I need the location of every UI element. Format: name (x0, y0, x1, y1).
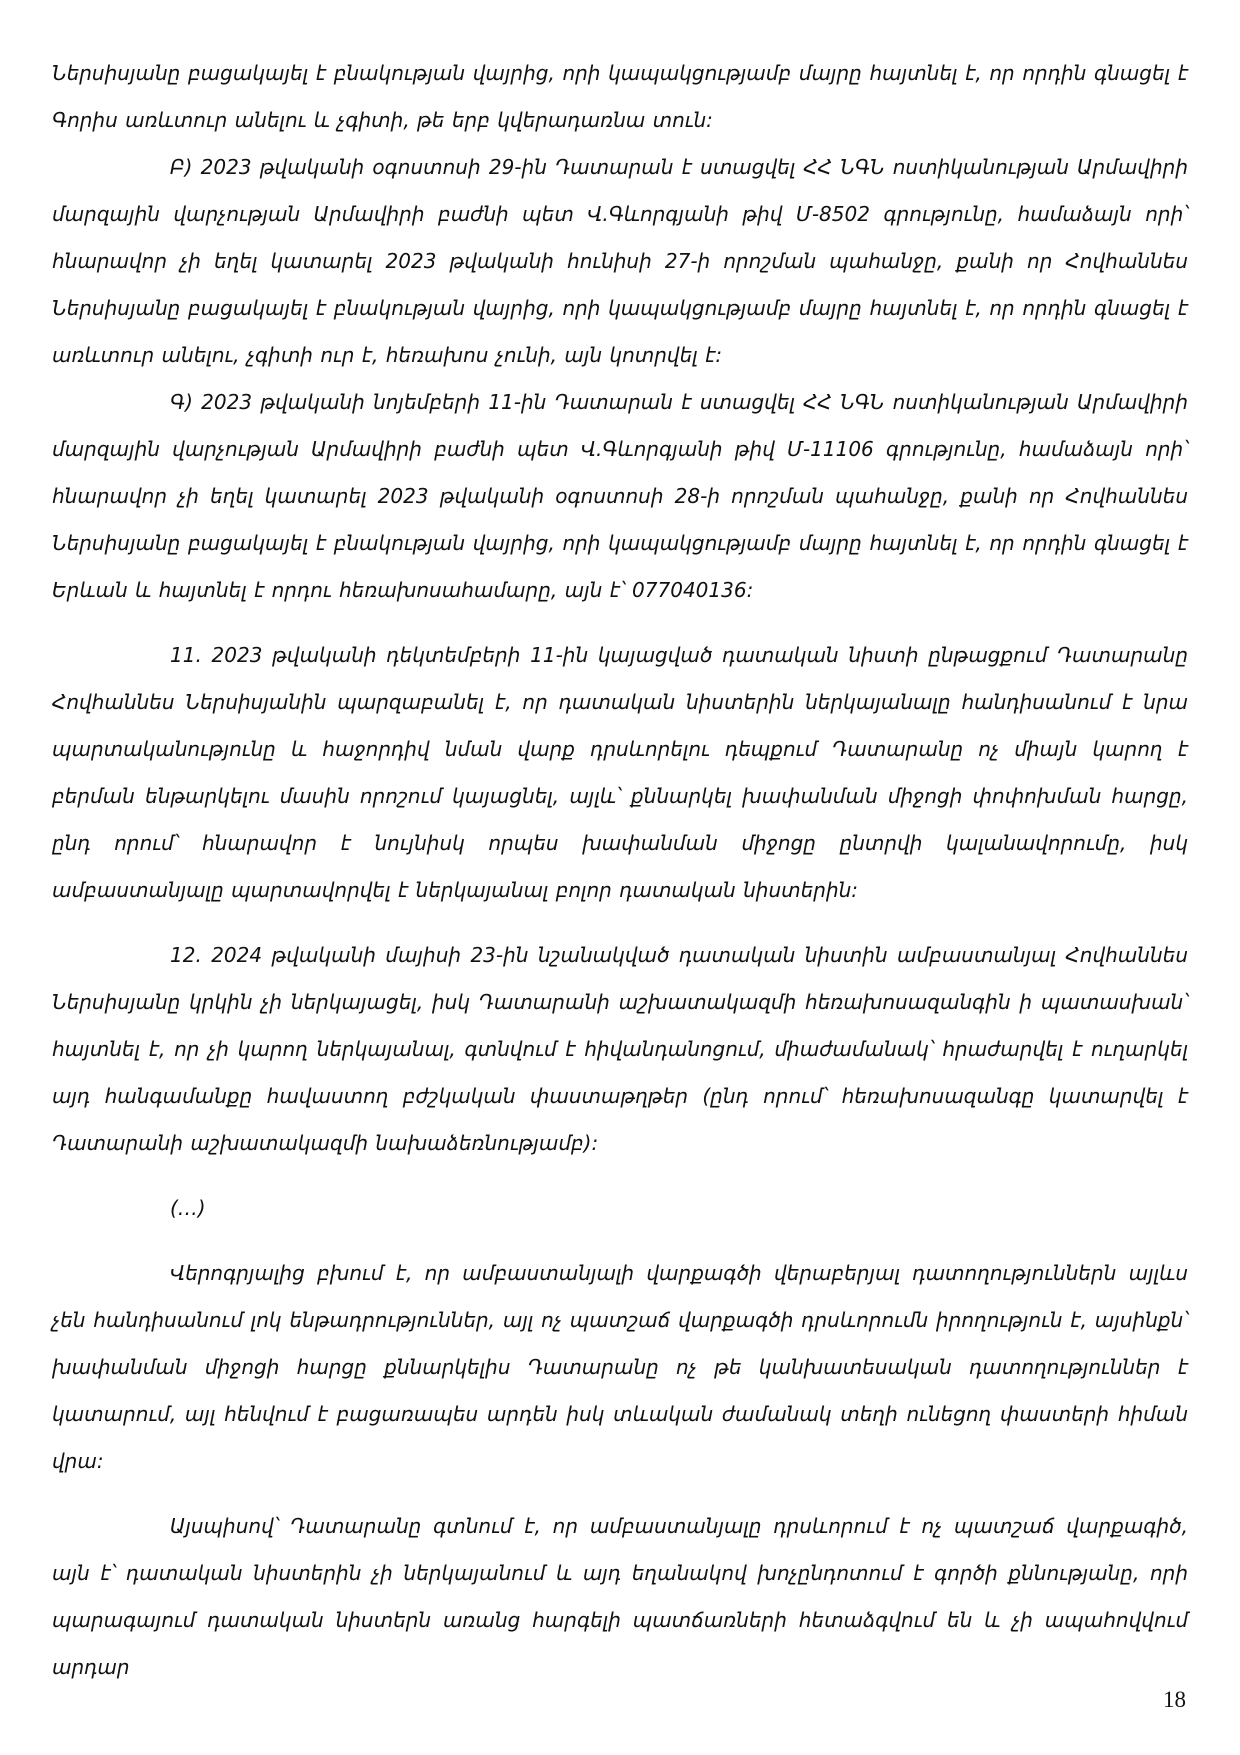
body-paragraph-item-12: 12. 2024 թվականի մայիսի 23-ին նշանակված դատական նիստին ամբաստանյալ Հովհաննես Ներսիսյանը կրկին չի ներկայացել, իսկ Դատարանի աշխատակազմի հեռախոսազանգին ի պատասխան՝ հայտնել է, որ չի կարող ներկայանալ, գտնվում է հիվանդանոցում, միաժամանակ՝ հրաժարվել է ուղարկել այդ հանգամանքը հավաստող բժշկական փաստաթղթեր (ընդ որում՝ հեռախոսազանգը կատարվել է Դատարանի աշխատակազմի նախաձեռնությամբ): (52, 943, 1188, 1155)
page-number: 18 (1163, 1687, 1186, 1712)
body-paragraph-point-g: Գ) 2023 թվականի նոյեմբերի 11-ին Դատարան է ստացվել ՀՀ ՆԳՆ ոստիկանության Արմավիրի մարզային վարչության Արմավիրի բաժնի պետ Վ.Գևորգյանի թիվ Մ-11106 գրությունը, համաձայն որի՝ հնարավոր չի եղել կատարել 2023 թվականի օգոստոսի 28-ի որոշման պահանջը, քանի որ Հովհաննես Ներսիսյանը բացակայել է բնակության վայրից, որի կապակցությամբ մայրը հայտնել է, որ որդին գնացել է Երևան և հայտնել է որդու հեռախոսահամարը, այն է՝ 077040136: (52, 390, 1188, 602)
body-paragraph-point-b: Բ) 2023 թվականի օգոստոսի 29-ին Դատարան է ստացվել ՀՀ ՆԳՆ ոստիկանության Արմավիրի մարզային վարչության Արմավիրի բաժնի պետ Վ.Գևորգյանի թիվ Մ-8502 գրությունը, համաձայն որի՝ հնարավոր չի եղել կատարել 2023 թվականի հունիսի 27-ի որոշման պահանջը, քանի որ Հովհաննես Ներսիսյանը բացակայել է բնակության վայրից, որի կապակցությամբ մայրը հայտնել է, որ որդին գնացել է առևտուր անելու, չգիտի ուր է, հեռախոս չունի, այն կոտրվել է: (52, 155, 1188, 367)
body-paragraph-conclusion-2: Այսպիսով՝ Դատարանը գտնում է, որ ամբաստանյալը դրսևորում է ոչ պատշաճ վարքագիծ, այն է՝ դատական նիստերին չի ներկայանում և այդ եղանակով խոչընդոտում է գործի քննությանը, որի պարագայում դատական նիստերն առանց հարգելի պատճառների հետաձգվում են և չի ապահովվում արդար (52, 1514, 1188, 1679)
body-paragraph-conclusion-1: Վերոգրյալից բխում է, որ ամբաստանյալի վարքագծի վերաբերյալ դատողություններն այլևս չեն հանդիսանում լոկ ենթադրություններ, այլ ոչ պատշաճ վարքագծի դրսևորումն իրողություն է, այսինքն՝ խափանման միջոցի հարցը քննարկելիս Դատարանը ոչ թե կանխատեսական դատողություններ է կատարում, այլ հենվում է բացառապես արդեն իսկ տևական ժամանակ տեղի ունեցող փաստերի հիման վրա: (52, 1261, 1188, 1473)
body-paragraph-item-11: 11. 2023 թվականի դեկտեմբերի 11-ին կայացված դատական նիստի ընթացքում Դատարանը Հովհաննես Ներսիսյանին պարզաբանել է, որ դատական նիստերին ներկայանալը հանդիսանում է նրա պարտականությունը և հաջորդիվ նման վարք դրսևորելու դեպքում Դատարանը ոչ միայն կարող է բերման ենթարկելու մասին որոշում կայացնել, այլև՝ քննարկել խափանման միջոցի փոփոխման հարցը, ընդ որում՝ հնարավոր է նույնիսկ որպես խափանման միջոցը ընտրվի կալանավորումը, իսկ ամբաստանյալը պարտավորվել է ներկայանալ բոլոր դատական նիստերին: (52, 643, 1188, 902)
omitted-text-marker: (…) (170, 1196, 206, 1220)
document-body (52, 50, 1188, 1691)
body-paragraph-continuation: Ներսիսյանը բացակայել է բնակության վայրից, որի կապակցությամբ մայրը հայտնել է, որ որդին գնացել է Գորիս առևտուր անելու և չգիտի, թե երբ կվերադառնա տուն: (52, 61, 1188, 132)
